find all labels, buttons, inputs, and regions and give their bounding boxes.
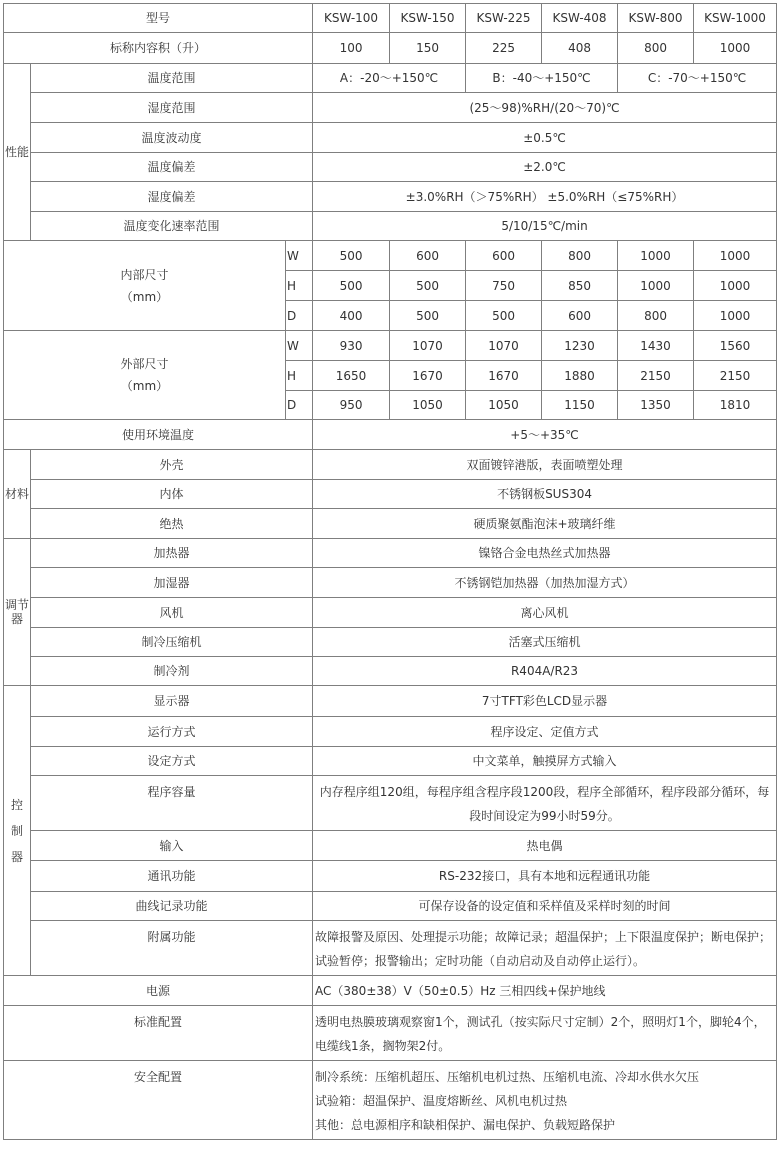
regulator-value: 离心风机 <box>313 598 777 628</box>
model-cell: KSW-800 <box>618 4 694 33</box>
regulator-label: 制冷剂 <box>31 657 313 686</box>
regulator-row <box>4 568 777 598</box>
temp-deviation-label: 温度偏差 <box>31 153 313 182</box>
dimension-letter: H <box>286 361 313 391</box>
standard-row <box>4 1006 777 1061</box>
size-cell: 800 <box>618 301 694 331</box>
standard-value: 透明电热膜玻璃观察窗1个，测试孔（按实际尺寸定制）2个，照明灯1个，脚轮4个，电缆线1条，搁物架2付。 <box>313 1006 777 1061</box>
size-cell: 1560 <box>694 331 777 361</box>
size-cell: 1000 <box>694 271 777 301</box>
model-label: 型号 <box>4 4 313 33</box>
size-cell: 500 <box>390 301 466 331</box>
controller-row <box>4 921 777 976</box>
volume-cell: 100 <box>313 33 390 64</box>
model-cell: KSW-150 <box>390 4 466 33</box>
model-cell: KSW-100 <box>313 4 390 33</box>
power-value: AC（380±38）V（50±0.5）Hz 三相四线+保护地线 <box>313 976 777 1006</box>
volume-cell: 225 <box>466 33 542 64</box>
size-cell: 1050 <box>466 391 542 420</box>
size-cell: 2150 <box>618 361 694 391</box>
standard-label: 标准配置 <box>4 1006 313 1061</box>
material-category: 材料 <box>4 450 31 539</box>
controller-value: 可保存设备的设定值和采样值及采样时刻的时间 <box>313 892 777 921</box>
size-cell: 600 <box>542 301 618 331</box>
size-cell: 1880 <box>542 361 618 391</box>
controller-label: 附属功能 <box>31 921 313 976</box>
controller-row <box>4 861 777 892</box>
size-cell: 1000 <box>618 241 694 271</box>
controller-value: 热电偶 <box>313 831 777 861</box>
model-cell: KSW-225 <box>466 4 542 33</box>
size-cell: 1430 <box>618 331 694 361</box>
size-cell: 500 <box>313 271 390 301</box>
size-cell: 1810 <box>694 391 777 420</box>
dimension-letter: W <box>286 241 313 271</box>
rate-range-label: 温度变化速率范围 <box>31 212 313 241</box>
controller-row <box>4 747 777 776</box>
dimension-letter: D <box>286 391 313 420</box>
outer-size-title: 外部尺寸 <box>120 357 169 371</box>
ambient-value: +5～+35℃ <box>313 420 777 450</box>
ambient-row <box>4 420 777 450</box>
volume-cell: 1000 <box>694 33 777 64</box>
inner-size-title: 内部尺寸 <box>120 267 169 282</box>
humidity-deviation-value: ±3.0%RH（＞75%RH） ±5.0%RH（≤75%RH） <box>313 182 777 212</box>
controller-label: 程序容量 <box>31 776 313 831</box>
performance-category: 性能 <box>4 64 31 241</box>
safety-value <box>313 1061 777 1140</box>
volume-row <box>4 33 777 64</box>
size-cell: 600 <box>390 241 466 271</box>
size-cell: 1070 <box>466 331 542 361</box>
regulator-value: 镍铬合金电热丝式加热器 <box>313 539 777 568</box>
size-cell: 1650 <box>313 361 390 391</box>
controller-value: 程序设定、定值方式 <box>313 717 777 747</box>
temp-fluctuation-label: 温度波动度 <box>31 123 313 153</box>
controller-label: 显示器 <box>31 686 313 717</box>
model-cell: KSW-408 <box>542 4 618 33</box>
humidity-range-value: (25～98)%RH/(20～70)℃ <box>313 93 777 123</box>
material-row <box>4 509 777 539</box>
dimension-letter: H <box>286 271 313 301</box>
size-cell: 1070 <box>390 331 466 361</box>
temp-deviation-value: ±2.0℃ <box>313 153 777 182</box>
controller-value: 7寸TFT彩色LCD显示器 <box>313 686 777 717</box>
regulator-label: 制冷压缩机 <box>31 628 313 657</box>
size-cell: 1150 <box>542 391 618 420</box>
regulator-label: 加热器 <box>31 539 313 568</box>
regulator-value: 不锈钢铠加热器（加热加湿方式） <box>313 568 777 598</box>
controller-value: RS-232接口，具有本地和远程通讯功能 <box>313 861 777 892</box>
size-cell: 1050 <box>390 391 466 420</box>
size-cell: 850 <box>542 271 618 301</box>
size-cell: 750 <box>466 271 542 301</box>
temp-fluctuation-value: ±0.5℃ <box>313 123 777 153</box>
spec-table <box>3 3 777 1140</box>
size-cell: 950 <box>313 391 390 420</box>
size-cell: 1350 <box>618 391 694 420</box>
humidity-range-label: 湿度范围 <box>31 93 313 123</box>
controller-row <box>4 892 777 921</box>
temp-deviation-row <box>4 153 777 182</box>
size-cell: 500 <box>390 271 466 301</box>
controller-value: 内存程序组120组，每程序组含程序段1200段，程序全部循环，程序段部分循环，每段时间设定为99小时59分。 <box>313 776 777 831</box>
volume-cell: 150 <box>390 33 466 64</box>
material-label: 外壳 <box>31 450 313 480</box>
safety-row <box>4 1061 777 1140</box>
controller-row <box>4 776 777 831</box>
humidity-deviation-label: 湿度偏差 <box>31 182 313 212</box>
model-cell: KSW-1000 <box>694 4 777 33</box>
material-value: 不锈钢板SUS304 <box>313 480 777 509</box>
temp-fluctuation-row <box>4 123 777 153</box>
regulator-row <box>4 657 777 686</box>
size-cell: 500 <box>466 301 542 331</box>
size-cell: 930 <box>313 331 390 361</box>
controller-row <box>4 686 777 717</box>
temp-range-row <box>4 64 777 93</box>
regulator-label: 加湿器 <box>31 568 313 598</box>
controller-value: 故障报警及原因、处理提示功能；故障记录；超温保护；上下限温度保护；断电保护；试验暂停；报警输出；定时功能（自动启动及自动停止运行）。 <box>313 921 777 976</box>
regulator-value: 活塞式压缩机 <box>313 628 777 657</box>
size-cell: 1000 <box>618 271 694 301</box>
outer-size-row <box>4 331 777 361</box>
temp-range-b: B：-40～+150℃ <box>466 64 618 93</box>
rate-range-value: 5/10/15℃/min <box>313 212 777 241</box>
regulator-row <box>4 628 777 657</box>
inner-size-row <box>4 241 777 271</box>
power-label: 电源 <box>4 976 313 1006</box>
humidity-deviation-row <box>4 182 777 212</box>
regulator-row <box>4 598 777 628</box>
size-cell: 800 <box>542 241 618 271</box>
controller-label: 设定方式 <box>31 747 313 776</box>
outer-size-label <box>4 331 286 420</box>
regulator-row <box>4 539 777 568</box>
regulator-label: 风机 <box>31 598 313 628</box>
volume-cell: 408 <box>542 33 618 64</box>
material-row <box>4 480 777 509</box>
controller-value: 中文菜单，触摸屏方式输入 <box>313 747 777 776</box>
controller-label: 运行方式 <box>31 717 313 747</box>
dimension-letter: D <box>286 301 313 331</box>
safety-line: 其他：总电源相序和缺相保护、漏电保护、负载短路保护 <box>315 1118 616 1132</box>
size-cell: 2150 <box>694 361 777 391</box>
safety-line: 制冷系统：压缩机超压、压缩机电机过热、压缩机电流、冷却水供水欠压 <box>315 1070 700 1084</box>
material-value: 硬质聚氨酯泡沫+玻璃纤维 <box>313 509 777 539</box>
size-cell: 1670 <box>390 361 466 391</box>
temp-range-a: A：-20～+150℃ <box>313 64 466 93</box>
regulator-value: R404A/R23 <box>313 657 777 686</box>
power-row <box>4 976 777 1006</box>
dimension-letter: W <box>286 331 313 361</box>
controller-category: 控制器 <box>4 686 31 976</box>
model-row <box>4 4 777 33</box>
safety-line: 试验箱：超温保护、温度熔断丝、风机电机过热 <box>315 1094 568 1108</box>
controller-label: 通讯功能 <box>31 861 313 892</box>
inner-size-label <box>4 241 286 331</box>
material-row <box>4 450 777 480</box>
outer-size-unit: （mm） <box>120 379 169 393</box>
controller-label: 曲线记录功能 <box>31 892 313 921</box>
controller-row <box>4 717 777 747</box>
rate-range-row <box>4 212 777 241</box>
material-label: 内体 <box>31 480 313 509</box>
size-cell: 1000 <box>694 301 777 331</box>
inner-size-unit: （mm） <box>120 289 169 304</box>
temp-range-label: 温度范围 <box>31 64 313 93</box>
safety-label: 安全配置 <box>4 1061 313 1140</box>
controller-label: 输入 <box>31 831 313 861</box>
regulator-category: 调节器 <box>4 539 31 686</box>
size-cell: 500 <box>313 241 390 271</box>
volume-label: 标称内容积（升） <box>4 33 313 64</box>
ambient-label: 使用环境温度 <box>4 420 313 450</box>
material-value: 双面镀锌港版，表面喷塑处理 <box>313 450 777 480</box>
size-cell: 600 <box>466 241 542 271</box>
controller-row <box>4 831 777 861</box>
volume-cell: 800 <box>618 33 694 64</box>
temp-range-c: C：-70～+150℃ <box>618 64 777 93</box>
size-cell: 1670 <box>466 361 542 391</box>
size-cell: 1000 <box>694 241 777 271</box>
material-label: 绝热 <box>31 509 313 539</box>
size-cell: 1230 <box>542 331 618 361</box>
size-cell: 400 <box>313 301 390 331</box>
humidity-range-row <box>4 93 777 123</box>
